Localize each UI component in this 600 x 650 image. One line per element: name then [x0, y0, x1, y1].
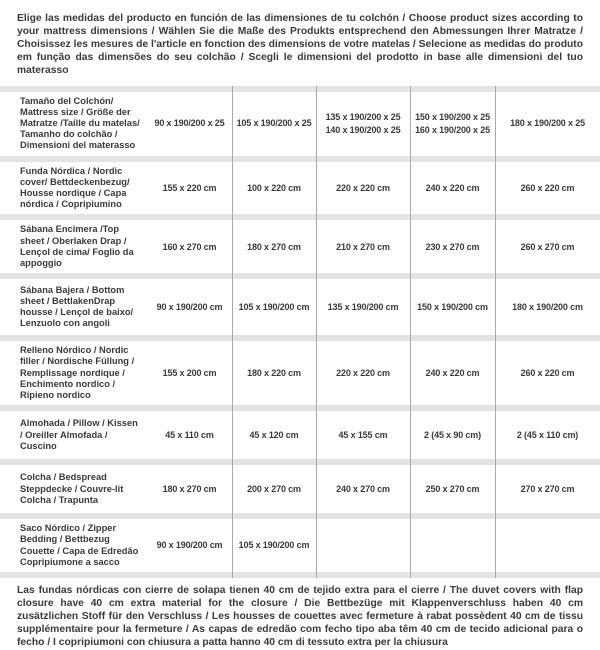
table-cell: 200 x 270 cm [247, 483, 301, 494]
row-separator [0, 572, 600, 578]
table-cell: 260 x 270 cm [520, 241, 575, 252]
table-cell: 45 x 155 cm [338, 429, 388, 440]
header-col-150-line1: 150 x 190/200 x 25 [415, 112, 490, 123]
table-cell: 105 x 190/200 cm [238, 540, 310, 551]
row-label: Saco Nórdico / Zipper Bedding / Bettbezug Couette / Capa de Edredão Copripiumone a sacco [20, 523, 139, 567]
table-row-top-sheet [0, 220, 600, 273]
table-cell: 240 x 220 cm [425, 367, 480, 378]
table-cell: 260 x 220 cm [520, 182, 575, 193]
footer-note: Las fundas nórdicas con cierre de solapa tienen 40 cm de tejido extra para el cierre / The duvet covers with flap closure have 40 cm extra material for the closure / Die Bettbezüge mit Klappenverschluss haben 40 cm zusätzlichen Stoff für den Verschluss / Les housses de couettes avec fermeture à rabat possèdent 40 cm de tissu supplémentaire pour la fermeture / As capas de edredão com fecho tipo aba têm 40 cm de tecido adicional para o fecho / I copripiumoni con chiusura a patta hanno 40 cm di tessuto extra per la chiusura [17, 585, 583, 648]
table-cell-empty [316, 519, 410, 572]
header-col-105 [232, 92, 316, 156]
table-cell: 220 x 220 cm [336, 367, 390, 378]
table-cell: 210 x 270 cm [336, 241, 390, 252]
table-cell: 270 x 270 cm [520, 483, 575, 494]
table-cell: 155 x 220 cm [162, 182, 217, 193]
table-cell: 180 x 270 cm [247, 241, 301, 252]
header-col-135-line2: 140 x 190/200 x 25 [325, 124, 401, 135]
table-cell: 150 x 190/200 cm [417, 301, 488, 312]
table-row-bedspread [0, 465, 600, 513]
table-cell: 220 x 220 cm [336, 182, 390, 193]
table-cell: 45 x 110 cm [165, 429, 214, 440]
intro-text: Elige las medidas del producto en función de las dimensiones de tu colchón / Choose product sizes according to your mattress dimensions / Wählen Sie die Maße des Produkts entsprechend den Abmessungen Ihrer Matratze / Choisissez les mesures de l'article en fonction des dimensions de votre matelas / Selecione as medidas do produto em função das dimensões do seu colchão / Scegli le dimensioni del prodotto in base alle dimensioni del tuo materasso [17, 13, 583, 76]
header-col-135-line1: 135 x 190/200 x 25 [325, 112, 401, 123]
table-cell: 180 x 270 cm [162, 483, 217, 494]
table-cell: 90 x 190/200 cm [156, 540, 223, 551]
table-row-bottom-sheet [0, 279, 600, 335]
table-cell: 260 x 220 cm [520, 367, 575, 378]
row-label: Sábana Encimera /Top sheet / Oberlaken Drap / Lençol de cima/ Foglio da appoggio [20, 224, 134, 268]
header-col-180 [495, 92, 600, 156]
table-cell: 160 x 270 cm [162, 241, 217, 252]
row-label: Almohada / Pillow / Kissen / Oreiller Almofada / Cuscino [20, 418, 138, 451]
table-header-row [0, 92, 600, 156]
table-cell: 240 x 220 cm [425, 182, 480, 193]
table-cell: 250 x 270 cm [425, 483, 480, 494]
table-cell: 240 x 270 cm [336, 483, 390, 494]
table-row-nordic-filler [0, 341, 600, 405]
table-cell: 2 (45 x 90 cm) [424, 429, 481, 440]
header-col-90-line: 90 x 190/200 x 25 [154, 118, 225, 129]
header-col-90 [147, 92, 232, 156]
row-label: Funda Nórdica / Nordic cover/ Bettdeckenbezug/ Housse nordique / Capa nórdica / Copripiumino [20, 165, 130, 210]
table-cell-empty [495, 519, 600, 572]
header-col-105-line: 105 x 190/200 x 25 [236, 118, 312, 129]
table-row-pillow [0, 411, 600, 459]
table-cell-empty [410, 519, 495, 572]
header-col-150-line2: 160 x 190/200 x 25 [415, 124, 490, 135]
table-cell: 100 x 220 cm [247, 182, 301, 193]
table-cell: 135 x 190/200 cm [327, 301, 399, 312]
table-cell: 105 x 190/200 cm [238, 301, 310, 312]
size-table [0, 86, 600, 578]
row-label: Sábana Bajera / Bottom sheet / BettlakenDrap housse / Lençol de baixo/ Lenzuolo con angoli [20, 284, 134, 329]
table-row-nordic-cover [0, 162, 600, 215]
table-cell: 2 (45 x 110 cm) [516, 429, 579, 440]
table-row-zipper-bedding [0, 519, 600, 572]
column-divider [410, 86, 411, 578]
header-col-135-140 [316, 92, 410, 156]
header-col-180-line: 180 x 190/200 x 25 [510, 118, 585, 129]
table-cell: 230 x 270 cm [425, 241, 480, 252]
table-cell: 155 x 200 cm [162, 367, 217, 378]
column-divider [316, 86, 317, 578]
column-divider [232, 86, 233, 578]
table-cell: 180 x 190/200 cm [512, 301, 583, 312]
table-cell: 45 x 120 cm [249, 429, 299, 440]
column-divider [495, 86, 496, 578]
header-col-150-160 [410, 92, 495, 156]
row-label: Colcha / Bedspread Steppdecke / Couvre-lit Colcha / Trapunta [20, 472, 124, 505]
row-label: Relleno Nórdico / Nordic filler / Nordische Füllung / Remplissage nordique / Enchimento nordico / Ripieno nordico [20, 345, 135, 400]
table-cell: 180 x 220 cm [247, 367, 301, 378]
header-label-mattress-size: Tamaño del Colchón/ Mattress size / Größe der Matratze /Taille du matelas/ Tamanho do colchão / Dimensioni del materasso [20, 95, 140, 151]
table-cell: 90 x 190/200 cm [156, 301, 223, 312]
